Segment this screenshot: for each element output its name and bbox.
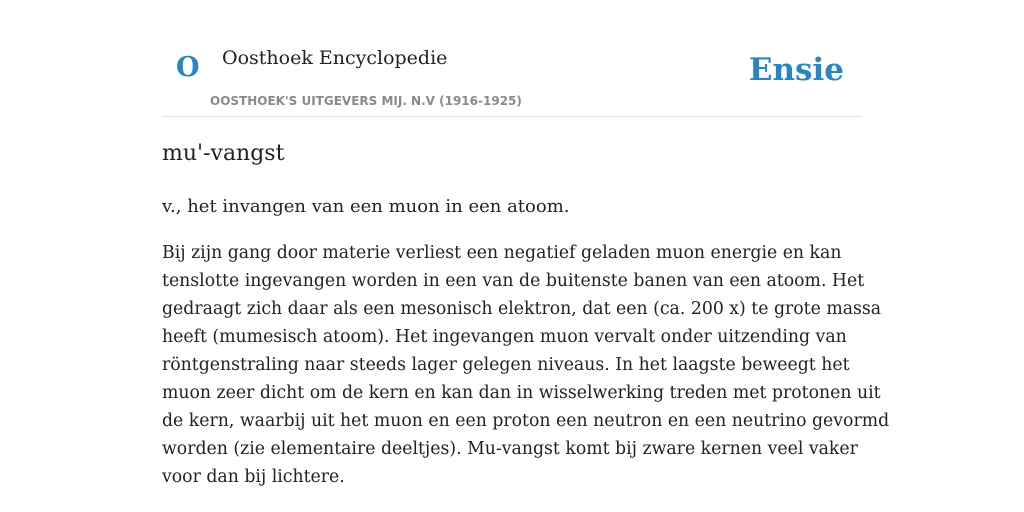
entry-body-line: tenslotte ingevangen worden in een van de buitenste banen van een atoom. Het xyxy=(162,271,865,291)
entry-body-line: gedraagt zich daar als een mesonisch elektron, dat een (ca. 200 x) te grote massa xyxy=(162,299,882,319)
ensie-logo[interactable]: Ensie xyxy=(748,52,844,88)
entry-body-line: heeft (mumesisch atoom). Het ingevangen muon vervalt onder uitzending van xyxy=(162,327,847,347)
oosthoek-logo-letter[interactable]: O xyxy=(176,52,200,83)
entry-body-line: röntgenstraling naar steeds lager gelegen niveaus. In het laagste beweegt het xyxy=(162,355,850,375)
entry-body-line: de kern, waarbij uit het muon en een proton een neutron en een neutrino gevormd xyxy=(162,411,890,431)
entry-body-line: worden (zie elementaire deeltjes). Mu-vangst komt bij zware kernen veel vaker xyxy=(162,439,858,459)
entry-definition: v., het invangen van een muon in een atoom. xyxy=(162,196,570,217)
entry-body-line: muon zeer dicht om de kern en kan dan in wisselwerking treden met protonen uit xyxy=(162,383,881,403)
entry-body-line: Bij zijn gang door materie verliest een negatief geladen muon energie en kan xyxy=(162,243,842,263)
brand-title[interactable]: Oosthoek Encyclopedie xyxy=(222,47,448,69)
entry-body xyxy=(162,239,890,491)
site-header xyxy=(162,0,862,117)
brand-subtitle: OOSTHOEK'S UITGEVERS MIJ. N.V (1916-1925) xyxy=(210,94,522,108)
entry-title: mu'-vangst xyxy=(162,141,285,166)
entry-body-line: voor dan bij lichtere. xyxy=(162,467,345,487)
